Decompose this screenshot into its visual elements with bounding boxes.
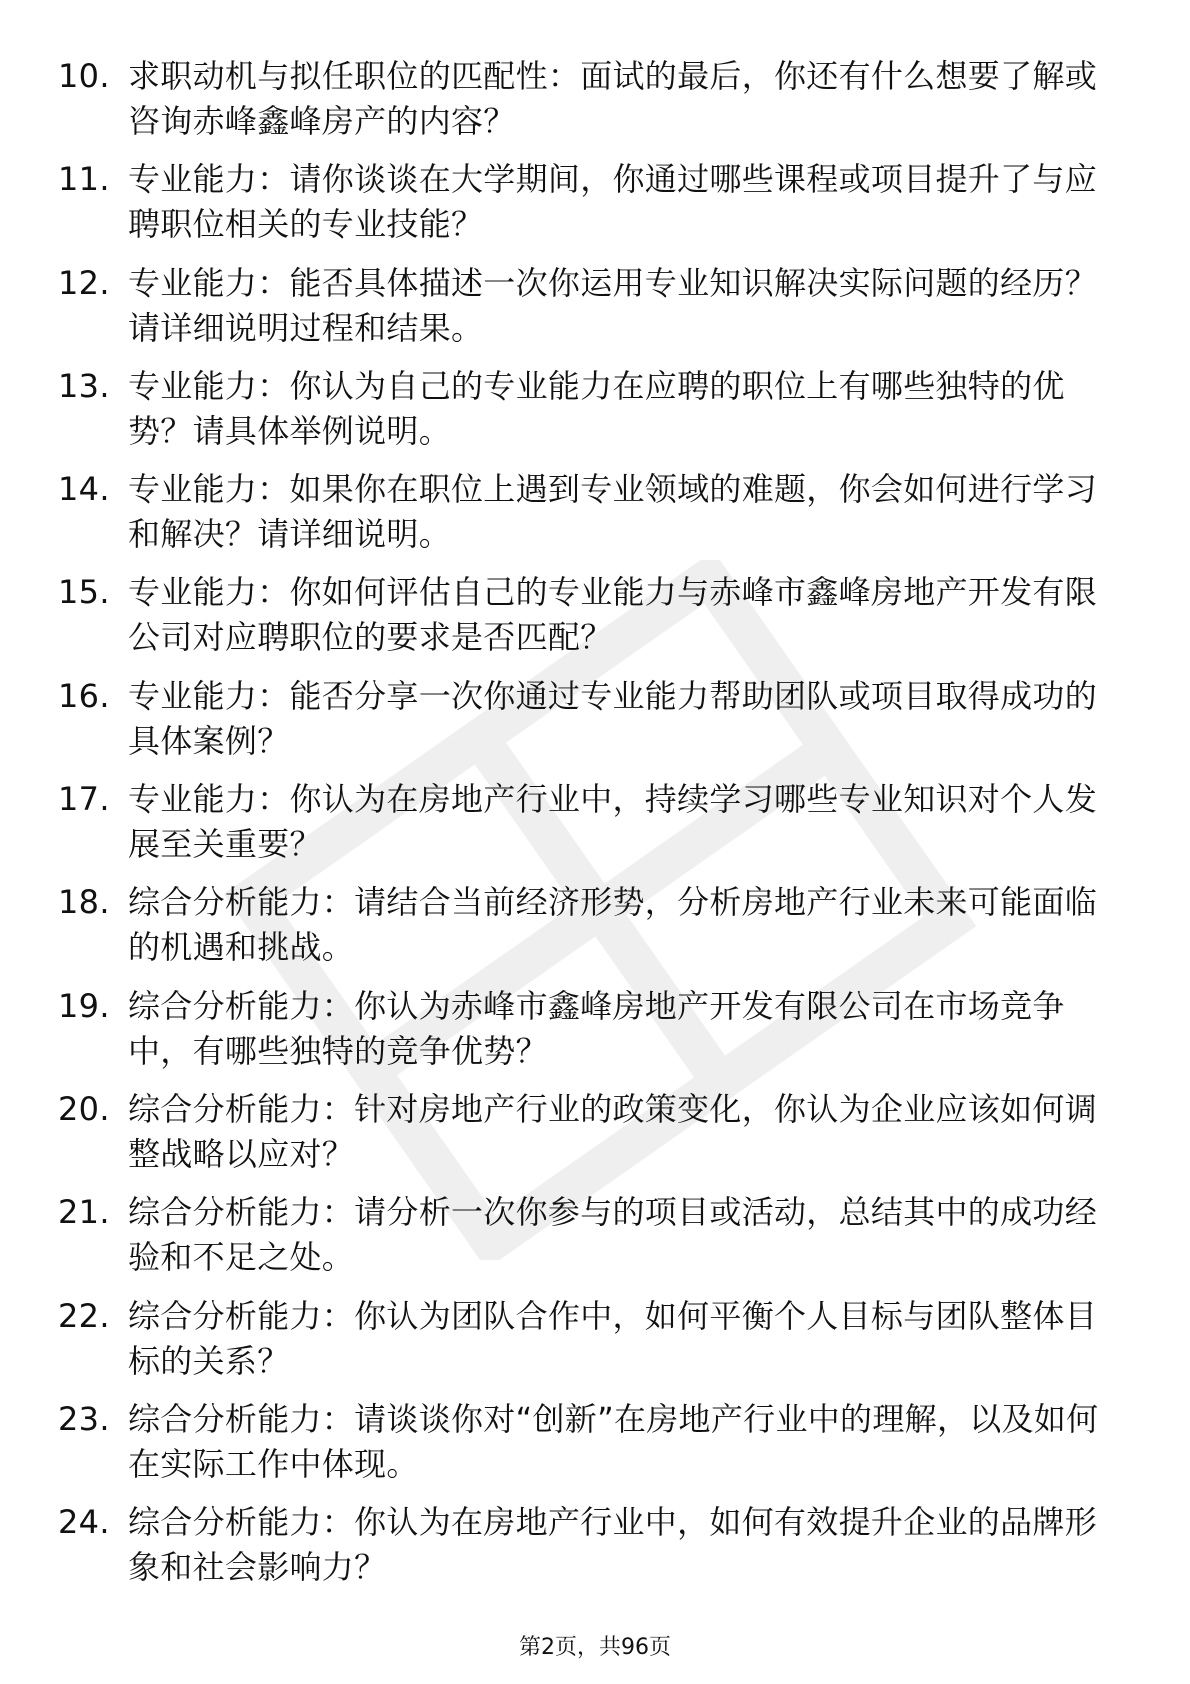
list-item — [58, 880, 1128, 970]
list-item — [58, 984, 1128, 1074]
question-number: 18. — [58, 883, 110, 922]
question-text: 专业能力：如果你在职位上遇到专业领域的难题，你会如何进行学习和解决？请详细说明。 — [128, 470, 1098, 554]
list-item — [58, 570, 1128, 660]
list-item — [58, 1190, 1128, 1280]
question-number: 17. — [58, 780, 110, 819]
question-number: 20. — [58, 1089, 110, 1128]
list-item — [58, 157, 1128, 247]
list-item — [58, 364, 1128, 454]
question-number: 21. — [58, 1193, 110, 1232]
question-text: 求职动机与拟任职位的匹配性：面试的最后，你还有什么想要了解或咨询赤峰鑫峰房产的内容？ — [128, 57, 1098, 140]
question-text: 专业能力：请你谈谈在大学期间，你通过哪些课程或项目提升了与应聘职位相关的专业技能？ — [128, 160, 1098, 244]
question-number: 10. — [58, 57, 110, 95]
question-number: 14. — [58, 470, 110, 509]
question-list — [58, 54, 1128, 1603]
question-number: 12. — [58, 263, 110, 302]
question-number: 24. — [58, 1503, 110, 1542]
question-text: 专业能力：能否具体描述一次你运用专业知识解决实际问题的经历？请详细说明过程和结果。 — [128, 263, 1098, 347]
question-number: 19. — [58, 986, 110, 1025]
list-item — [58, 674, 1128, 764]
question-text: 专业能力：能否分享一次你通过专业能力帮助团队或项目取得成功的具体案例？ — [128, 676, 1098, 760]
list-item — [58, 54, 1128, 144]
question-text: 综合分析能力：针对房地产行业的政策变化，你认为企业应该如何调整战略以应对？ — [128, 1089, 1098, 1173]
question-number: 13. — [58, 366, 110, 405]
question-text: 专业能力：你如何评估自己的专业能力与赤峰市鑫峰房地产开发有限公司对应聘职位的要求是否匹配？ — [128, 573, 1098, 657]
question-number: 16. — [58, 676, 110, 715]
question-number: 22. — [58, 1296, 110, 1335]
question-text: 综合分析能力：请谈谈你对“创新”在房地产行业中的理解，以及如何在实际工作中体现。 — [128, 1399, 1099, 1483]
question-text: 专业能力：你认为在房地产行业中，持续学习哪些专业知识对个人发展至关重要？ — [128, 780, 1098, 864]
question-number: 11. — [58, 160, 110, 199]
page-number: 第2页，共96页 — [519, 1635, 671, 1660]
list-item — [58, 467, 1128, 557]
question-text: 综合分析能力：你认为团队合作中，如何平衡个人目标与团队整体目标的关系？ — [128, 1296, 1098, 1380]
question-text: 综合分析能力：请分析一次你参与的项目或活动，总结其中的成功经验和不足之处。 — [128, 1193, 1098, 1277]
question-text: 综合分析能力：请结合当前经济形势，分析房地产行业未来可能面临的机遇和挑战。 — [128, 883, 1098, 967]
list-item — [58, 777, 1128, 867]
question-text: 专业能力：你认为自己的专业能力在应聘的职位上有哪些独特的优势？请具体举例说明。 — [128, 366, 1065, 450]
list-item — [58, 1500, 1128, 1590]
list-item — [58, 261, 1128, 351]
list-item — [58, 1087, 1128, 1177]
question-text: 综合分析能力：你认为在房地产行业中，如何有效提升企业的品牌形象和社会影响力？ — [128, 1503, 1098, 1587]
question-number: 15. — [58, 573, 110, 612]
list-item — [58, 1397, 1128, 1487]
question-text: 综合分析能力：你认为赤峰市鑫峰房地产开发有限公司在市场竞争中，有哪些独特的竞争优势？ — [128, 986, 1065, 1070]
list-item — [58, 1294, 1128, 1384]
question-number: 23. — [58, 1399, 110, 1438]
